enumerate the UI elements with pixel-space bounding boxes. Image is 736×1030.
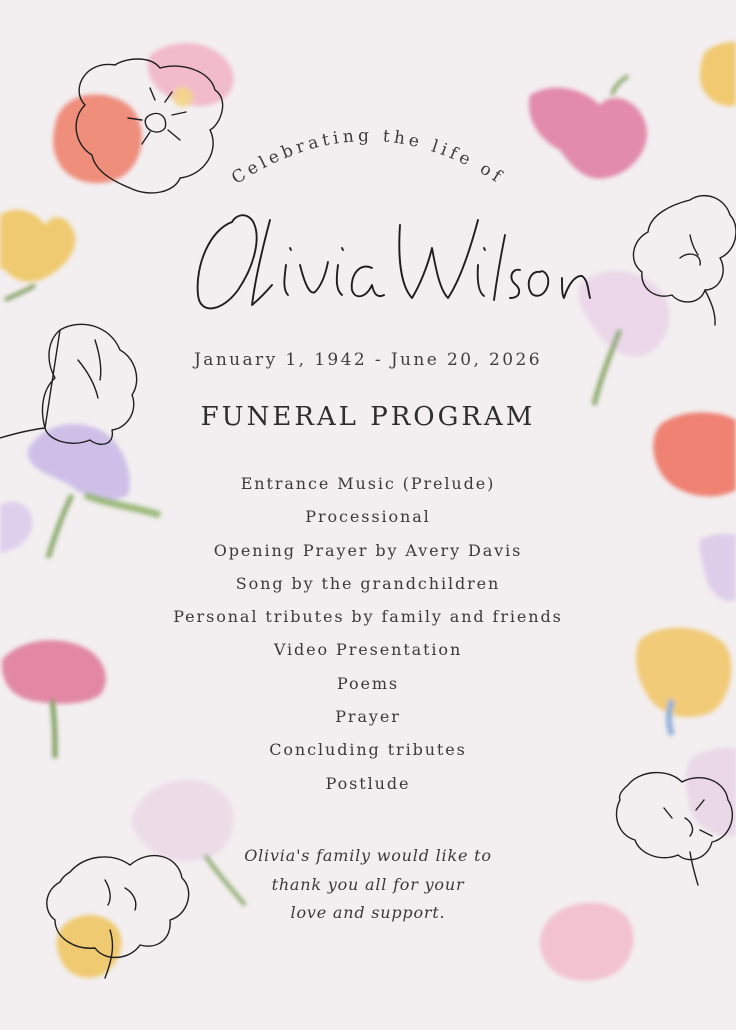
poppy-outline-icon [76,59,223,193]
subtitle-arc: Celebrating the life of [228,125,508,189]
program-item: Concluding tributes [269,740,467,760]
program-item: Opening Prayer by Avery Davis [213,540,523,560]
life-dates: January 1, 1942 - June 20, 2026 [194,350,542,370]
yellow-flower-icon [0,210,75,300]
thank-you-line: Olivia's family would like to [244,846,492,865]
program-heading: FUNERAL PROGRAM [200,402,536,432]
program-item: Processional [305,507,431,527]
thank-you-line: love and support. [290,903,446,922]
iris-outline-icon [633,196,736,302]
pink-flower-icon [529,76,647,179]
thank-you-note [0,842,736,928]
program-item: Postlude [325,773,411,793]
program-item: Entrance Music (Prelude) [240,474,496,493]
program-item: Personal tributes by family and friends [173,607,563,627]
yellow-petal-icon [700,42,736,106]
program-item: Video Presentation [273,640,463,660]
lavender-flower-icon [579,271,670,405]
coral-poppy-icon [53,43,233,183]
program-item: Song by the grandchildren [235,573,501,593]
thank-you-line: thank you all for your [271,874,465,894]
program-list [0,472,736,805]
program-item: Prayer [335,707,401,727]
program-item: Poems [336,673,400,693]
script-name-drawing [198,215,590,308]
